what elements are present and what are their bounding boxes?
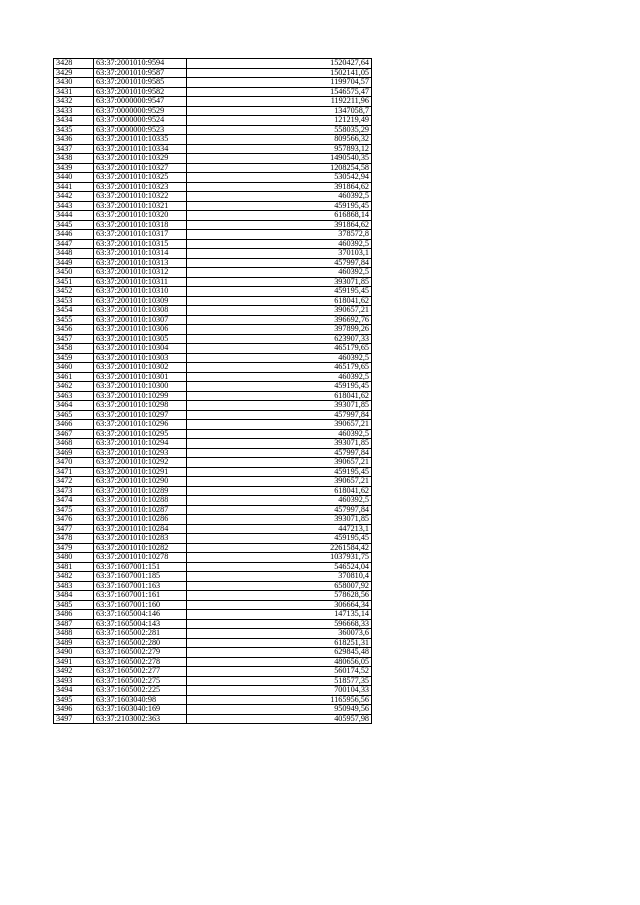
row-number-cell: 3439 (54, 163, 94, 173)
cadastral-number-cell: 63:37:2001010:9582 (94, 87, 187, 97)
row-number-cell: 3454 (54, 306, 94, 316)
table-row (54, 657, 372, 667)
table-row (54, 68, 372, 78)
table-row (54, 401, 372, 411)
value-cell: 700104,33 (187, 686, 372, 696)
row-number-cell: 3476 (54, 515, 94, 525)
table-row (54, 211, 372, 221)
table-row (54, 173, 372, 183)
table-row (54, 534, 372, 544)
table-row (54, 192, 372, 202)
row-number-cell: 3478 (54, 534, 94, 544)
table-row (54, 505, 372, 515)
cadastral-number-cell: 63:37:2001010:10288 (94, 496, 187, 506)
value-cell: 629845,48 (187, 648, 372, 658)
cadastral-number-cell: 63:37:2001010:10302 (94, 363, 187, 373)
row-number-cell: 3450 (54, 268, 94, 278)
value-cell: 465179,65 (187, 344, 372, 354)
row-number-cell: 3437 (54, 144, 94, 154)
row-number-cell: 3483 (54, 581, 94, 591)
cadastral-number-cell: 63:37:2001010:10298 (94, 401, 187, 411)
row-number-cell: 3433 (54, 106, 94, 116)
cadastral-number-cell: 63:37:1607001:160 (94, 600, 187, 610)
cadastral-number-cell: 63:37:0000000:9524 (94, 116, 187, 126)
value-cell: 2261584,42 (187, 543, 372, 553)
cadastral-number-cell: 63:37:2001010:10303 (94, 353, 187, 363)
row-number-cell: 3467 (54, 429, 94, 439)
value-cell: 459195,45 (187, 287, 372, 297)
cadastral-number-cell: 63:37:2001010:10318 (94, 220, 187, 230)
value-cell: 393071,85 (187, 515, 372, 525)
value-cell: 370810,4 (187, 572, 372, 582)
row-number-cell: 3440 (54, 173, 94, 183)
value-cell: 518577,35 (187, 676, 372, 686)
value-cell: 459195,45 (187, 534, 372, 544)
value-cell: 1520427,64 (187, 59, 372, 69)
cadastral-number-cell: 63:37:2001010:10327 (94, 163, 187, 173)
row-number-cell: 3430 (54, 78, 94, 88)
table-row (54, 686, 372, 696)
cadastral-number-cell: 63:37:2001010:10278 (94, 553, 187, 563)
cadastral-number-cell: 63:37:2001010:10321 (94, 201, 187, 211)
row-number-cell: 3444 (54, 211, 94, 221)
value-cell: 393071,85 (187, 277, 372, 287)
value-cell: 370103,1 (187, 249, 372, 259)
cadastral-number-cell: 63:37:2001010:10291 (94, 467, 187, 477)
row-number-cell: 3492 (54, 667, 94, 677)
value-cell: 147135,14 (187, 610, 372, 620)
row-number-cell: 3493 (54, 676, 94, 686)
cadastral-number-cell: 63:37:2001010:10295 (94, 429, 187, 439)
cadastral-number-cell: 63:37:1605002:225 (94, 686, 187, 696)
table-row (54, 306, 372, 316)
cadastral-number-cell: 63:37:1603040:169 (94, 705, 187, 715)
row-number-cell: 3462 (54, 382, 94, 392)
cadastral-number-cell: 63:37:2001010:10317 (94, 230, 187, 240)
value-cell: 447213,1 (187, 524, 372, 534)
table-row (54, 87, 372, 97)
table-row (54, 410, 372, 420)
value-cell: 546524,04 (187, 562, 372, 572)
table-row (54, 144, 372, 154)
table-row (54, 553, 372, 563)
cadastral-number-cell: 63:37:2001010:10287 (94, 505, 187, 515)
row-number-cell: 3461 (54, 372, 94, 382)
row-number-cell: 3481 (54, 562, 94, 572)
row-number-cell: 3442 (54, 192, 94, 202)
value-cell: 121219,49 (187, 116, 372, 126)
value-cell: 460392,5 (187, 372, 372, 382)
row-number-cell: 3465 (54, 410, 94, 420)
table-row (54, 353, 372, 363)
table-row (54, 648, 372, 658)
value-cell: 360073,6 (187, 629, 372, 639)
row-number-cell: 3456 (54, 325, 94, 335)
cadastral-number-cell: 63:37:2001010:10292 (94, 458, 187, 468)
table-row (54, 78, 372, 88)
row-number-cell: 3471 (54, 467, 94, 477)
cadastral-number-cell: 63:37:1605002:281 (94, 629, 187, 639)
cadastral-number-cell: 63:37:2001010:10282 (94, 543, 187, 553)
row-number-cell: 3463 (54, 391, 94, 401)
row-number-cell: 3497 (54, 714, 94, 724)
value-cell: 393071,85 (187, 401, 372, 411)
value-cell: 390657,21 (187, 477, 372, 487)
table-row (54, 429, 372, 439)
row-number-cell: 3479 (54, 543, 94, 553)
row-number-cell: 3452 (54, 287, 94, 297)
value-cell: 1546575,47 (187, 87, 372, 97)
value-cell: 459195,45 (187, 382, 372, 392)
row-number-cell: 3447 (54, 239, 94, 249)
cadastral-number-cell: 63:37:2001010:10304 (94, 344, 187, 354)
row-number-cell: 3457 (54, 334, 94, 344)
row-number-cell: 3489 (54, 638, 94, 648)
table-row (54, 249, 372, 259)
cadastral-number-cell: 63:37:2001010:10320 (94, 211, 187, 221)
value-cell: 623907,33 (187, 334, 372, 344)
value-cell: 405957,98 (187, 714, 372, 724)
cadastral-number-cell: 63:37:1605002:277 (94, 667, 187, 677)
row-number-cell: 3459 (54, 353, 94, 363)
value-cell: 459195,45 (187, 467, 372, 477)
value-cell: 393071,85 (187, 439, 372, 449)
table-row (54, 458, 372, 468)
table-row (54, 296, 372, 306)
cadastral-number-cell: 63:37:2001010:10301 (94, 372, 187, 382)
table-row (54, 116, 372, 126)
row-number-cell: 3486 (54, 610, 94, 620)
table-row (54, 334, 372, 344)
table-row (54, 676, 372, 686)
cadastral-number-cell: 63:37:2001010:10312 (94, 268, 187, 278)
table-body (54, 59, 372, 724)
row-number-cell: 3470 (54, 458, 94, 468)
row-number-cell: 3491 (54, 657, 94, 667)
value-cell: 397899,26 (187, 325, 372, 335)
cadastral-number-cell: 63:37:1607001:163 (94, 581, 187, 591)
row-number-cell: 3453 (54, 296, 94, 306)
table-row (54, 477, 372, 487)
row-number-cell: 3494 (54, 686, 94, 696)
table-row (54, 391, 372, 401)
cadastral-number-cell: 63:37:2001010:10307 (94, 315, 187, 325)
table-row (54, 220, 372, 230)
value-cell: 530542,94 (187, 173, 372, 183)
cadastral-number-cell: 63:37:2001010:10296 (94, 420, 187, 430)
cadastral-number-cell: 63:37:2001010:10300 (94, 382, 187, 392)
cadastral-number-cell: 63:37:2001010:10313 (94, 258, 187, 268)
table-row (54, 344, 372, 354)
row-number-cell: 3460 (54, 363, 94, 373)
cadastral-number-cell: 63:37:2001010:10289 (94, 486, 187, 496)
table-row (54, 619, 372, 629)
row-number-cell: 3474 (54, 496, 94, 506)
row-number-cell: 3445 (54, 220, 94, 230)
cadastral-number-cell: 63:37:1605004:146 (94, 610, 187, 620)
value-cell: 306664,34 (187, 600, 372, 610)
cadastral-number-cell: 63:37:1605002:280 (94, 638, 187, 648)
table-row (54, 106, 372, 116)
table-row (54, 638, 372, 648)
value-cell: 457997,84 (187, 258, 372, 268)
value-cell: 457997,84 (187, 410, 372, 420)
table-row (54, 125, 372, 135)
cadastral-number-cell: 63:37:2001010:10284 (94, 524, 187, 534)
table-row (54, 610, 372, 620)
cadastral-number-cell: 63:37:2001010:10297 (94, 410, 187, 420)
value-cell: 460392,5 (187, 192, 372, 202)
cadastral-number-cell: 63:37:2001010:9585 (94, 78, 187, 88)
cadastral-number-cell: 63:37:2001010:10305 (94, 334, 187, 344)
table-row (54, 695, 372, 705)
value-cell: 457997,84 (187, 505, 372, 515)
value-cell: 457997,84 (187, 448, 372, 458)
row-number-cell: 3473 (54, 486, 94, 496)
value-cell: 465179,65 (187, 363, 372, 373)
row-number-cell: 3468 (54, 439, 94, 449)
table-row (54, 629, 372, 639)
cadastral-number-cell: 63:37:2001010:10299 (94, 391, 187, 401)
table-row (54, 277, 372, 287)
value-cell: 809566,32 (187, 135, 372, 145)
row-number-cell: 3435 (54, 125, 94, 135)
row-number-cell: 3436 (54, 135, 94, 145)
table-row (54, 372, 372, 382)
row-number-cell: 3485 (54, 600, 94, 610)
table-row (54, 325, 372, 335)
cadastral-number-cell: 63:37:1605002:278 (94, 657, 187, 667)
row-number-cell: 3490 (54, 648, 94, 658)
cadastral-number-cell: 63:37:2001010:10283 (94, 534, 187, 544)
cadastral-number-cell: 63:37:2001010:10323 (94, 182, 187, 192)
table-row (54, 287, 372, 297)
row-number-cell: 3434 (54, 116, 94, 126)
table-row (54, 382, 372, 392)
value-cell: 459195,45 (187, 201, 372, 211)
table-row (54, 135, 372, 145)
value-cell: 1347058,7 (187, 106, 372, 116)
cadastral-number-cell: 63:37:2001010:10322 (94, 192, 187, 202)
cadastral-number-cell: 63:37:2001010:9587 (94, 68, 187, 78)
cadastral-value-table (53, 58, 372, 724)
row-number-cell: 3429 (54, 68, 94, 78)
row-number-cell: 3431 (54, 87, 94, 97)
row-number-cell: 3466 (54, 420, 94, 430)
table-row (54, 486, 372, 496)
value-cell: 460392,5 (187, 429, 372, 439)
value-cell: 390657,21 (187, 306, 372, 316)
row-number-cell: 3464 (54, 401, 94, 411)
cadastral-number-cell: 63:37:2001010:10309 (94, 296, 187, 306)
row-number-cell: 3480 (54, 553, 94, 563)
cadastral-number-cell: 63:37:1607001:185 (94, 572, 187, 582)
table-row (54, 562, 372, 572)
value-cell: 390657,21 (187, 458, 372, 468)
cadastral-number-cell: 63:37:2103002:363 (94, 714, 187, 724)
row-number-cell: 3449 (54, 258, 94, 268)
cadastral-number-cell: 63:37:2001010:10311 (94, 277, 187, 287)
value-cell: 396692,76 (187, 315, 372, 325)
value-cell: 957893,12 (187, 144, 372, 154)
cadastral-number-cell: 63:37:2001010:10315 (94, 239, 187, 249)
cadastral-number-cell: 63:37:2001010:10293 (94, 448, 187, 458)
value-cell: 390657,21 (187, 420, 372, 430)
table-row (54, 467, 372, 477)
row-number-cell: 3455 (54, 315, 94, 325)
table-row (54, 201, 372, 211)
table-row (54, 230, 372, 240)
row-number-cell: 3482 (54, 572, 94, 582)
table-row (54, 59, 372, 69)
cadastral-number-cell: 63:37:2001010:10335 (94, 135, 187, 145)
cadastral-number-cell: 63:37:1605004:143 (94, 619, 187, 629)
row-number-cell: 3472 (54, 477, 94, 487)
cadastral-number-cell: 63:37:2001010:9594 (94, 59, 187, 69)
value-cell: 1199704,57 (187, 78, 372, 88)
table-row (54, 258, 372, 268)
table-row (54, 420, 372, 430)
row-number-cell: 3451 (54, 277, 94, 287)
value-cell: 1037931,75 (187, 553, 372, 563)
table-row (54, 524, 372, 534)
cadastral-number-cell: 63:37:2001010:10325 (94, 173, 187, 183)
value-cell: 460392,5 (187, 268, 372, 278)
value-cell: 460392,5 (187, 239, 372, 249)
row-number-cell: 3495 (54, 695, 94, 705)
table-row (54, 515, 372, 525)
table-row (54, 591, 372, 601)
cadastral-number-cell: 63:37:2001010:10314 (94, 249, 187, 259)
cadastral-number-cell: 63:37:1603040:98 (94, 695, 187, 705)
cadastral-number-cell: 63:37:0000000:9547 (94, 97, 187, 107)
value-cell: 618251,31 (187, 638, 372, 648)
value-cell: 558035,29 (187, 125, 372, 135)
table-row (54, 448, 372, 458)
table-row (54, 268, 372, 278)
table-row (54, 363, 372, 373)
value-cell: 378572,8 (187, 230, 372, 240)
value-cell: 460392,5 (187, 353, 372, 363)
value-cell: 480656,05 (187, 657, 372, 667)
table-row (54, 496, 372, 506)
value-cell: 560174,52 (187, 667, 372, 677)
cadastral-number-cell: 63:37:1607001:151 (94, 562, 187, 572)
table-row (54, 315, 372, 325)
row-number-cell: 3484 (54, 591, 94, 601)
row-number-cell: 3477 (54, 524, 94, 534)
value-cell: 460392,5 (187, 496, 372, 506)
row-number-cell: 3475 (54, 505, 94, 515)
table-row (54, 163, 372, 173)
cadastral-number-cell: 63:37:2001010:10334 (94, 144, 187, 154)
table-row (54, 572, 372, 582)
row-number-cell: 3496 (54, 705, 94, 715)
table-row (54, 705, 372, 715)
value-cell: 578628,56 (187, 591, 372, 601)
value-cell: 618041,62 (187, 296, 372, 306)
table-row (54, 439, 372, 449)
cadastral-number-cell: 63:37:0000000:9523 (94, 125, 187, 135)
value-cell: 950949,56 (187, 705, 372, 715)
value-cell: 618041,62 (187, 391, 372, 401)
row-number-cell: 3458 (54, 344, 94, 354)
value-cell: 1208254,58 (187, 163, 372, 173)
value-cell: 1490540,35 (187, 154, 372, 164)
cadastral-number-cell: 63:37:2001010:10306 (94, 325, 187, 335)
cadastral-number-cell: 63:37:0000000:9529 (94, 106, 187, 116)
row-number-cell: 3443 (54, 201, 94, 211)
table-row (54, 182, 372, 192)
cadastral-number-cell: 63:37:2001010:10290 (94, 477, 187, 487)
row-number-cell: 3446 (54, 230, 94, 240)
table-row (54, 667, 372, 677)
cadastral-number-cell: 63:37:2001010:10308 (94, 306, 187, 316)
value-cell: 1192211,96 (187, 97, 372, 107)
cadastral-number-cell: 63:37:2001010:10329 (94, 154, 187, 164)
cadastral-number-cell: 63:37:1607001:161 (94, 591, 187, 601)
value-cell: 391864,62 (187, 220, 372, 230)
cadastral-number-cell: 63:37:1605002:279 (94, 648, 187, 658)
cadastral-number-cell: 63:37:1605002:275 (94, 676, 187, 686)
table-row (54, 543, 372, 553)
value-cell: 658007,92 (187, 581, 372, 591)
table-row (54, 600, 372, 610)
value-cell: 618041,62 (187, 486, 372, 496)
table-row (54, 714, 372, 724)
table-row (54, 154, 372, 164)
cadastral-number-cell: 63:37:2001010:10294 (94, 439, 187, 449)
cadastral-number-cell: 63:37:2001010:10310 (94, 287, 187, 297)
row-number-cell: 3469 (54, 448, 94, 458)
value-cell: 616868,14 (187, 211, 372, 221)
row-number-cell: 3438 (54, 154, 94, 164)
row-number-cell: 3487 (54, 619, 94, 629)
row-number-cell: 3488 (54, 629, 94, 639)
value-cell: 1165956,56 (187, 695, 372, 705)
row-number-cell: 3432 (54, 97, 94, 107)
row-number-cell: 3448 (54, 249, 94, 259)
value-cell: 391864,62 (187, 182, 372, 192)
cadastral-number-cell: 63:37:2001010:10286 (94, 515, 187, 525)
value-cell: 1502141,05 (187, 68, 372, 78)
document-page (53, 58, 372, 724)
table-row (54, 97, 372, 107)
row-number-cell: 3441 (54, 182, 94, 192)
value-cell: 596668,33 (187, 619, 372, 629)
table-row (54, 239, 372, 249)
row-number-cell: 3428 (54, 59, 94, 69)
table-row (54, 581, 372, 591)
